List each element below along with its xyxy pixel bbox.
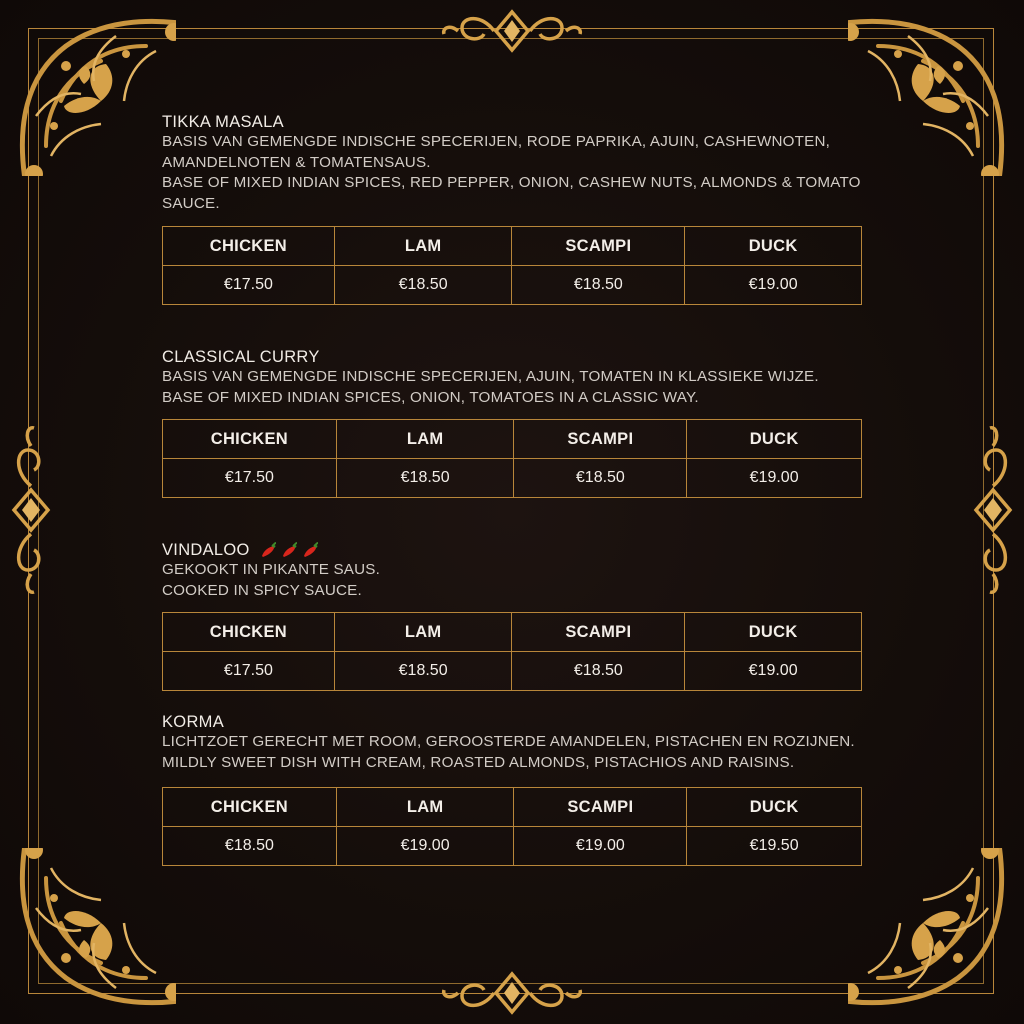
dish-description-en: COOKED IN SPICY SAUCE. xyxy=(162,581,362,599)
header-scampi: SCAMPI xyxy=(514,788,687,827)
price-duck: €19.00 xyxy=(687,459,862,498)
price-table xyxy=(162,419,862,498)
header-scampi: SCAMPI xyxy=(512,227,685,266)
header-lam: LAM xyxy=(336,788,514,827)
spice-level xyxy=(258,540,320,560)
price-value-row xyxy=(163,652,862,691)
corner-ornament-icon xyxy=(6,848,176,1018)
price-scampi: €18.50 xyxy=(512,266,685,305)
side-ornament-icon xyxy=(6,420,56,600)
header-chicken: CHICKEN xyxy=(163,227,335,266)
dish-description-en: BASE OF MIXED INDIAN SPICES, RED PEPPER, ONION, CASHEW NUTS, ALMONDS & TOMATO SAUCE. xyxy=(162,174,861,212)
header-duck: DUCK xyxy=(687,420,862,459)
header-duck: DUCK xyxy=(685,227,862,266)
dish-title: TIKKA MASALA xyxy=(162,113,284,131)
header-chicken: CHICKEN xyxy=(163,788,337,827)
chili-pepper-icon xyxy=(279,540,299,560)
dish-description-en: MILDLY SWEET DISH WITH CREAM, ROASTED ALMONDS, PISTACHIOS AND RAISINS. xyxy=(162,753,795,771)
price-lam: €18.50 xyxy=(334,266,512,305)
header-duck: DUCK xyxy=(685,613,862,652)
price-chicken: €17.50 xyxy=(163,266,335,305)
corner-ornament-icon xyxy=(848,848,1018,1018)
side-ornament-icon xyxy=(968,420,1018,600)
price-value-row xyxy=(163,827,862,866)
price-chicken: €18.50 xyxy=(163,827,337,866)
dish-title: CLASSICAL CURRY xyxy=(162,348,320,366)
price-table xyxy=(162,612,862,691)
price-table xyxy=(162,226,862,305)
dish-korma xyxy=(162,712,962,854)
header-scampi: SCAMPI xyxy=(514,420,687,459)
price-scampi: €18.50 xyxy=(514,459,687,498)
chili-pepper-icon xyxy=(258,540,278,560)
price-lam: €18.50 xyxy=(334,652,512,691)
price-duck: €19.00 xyxy=(685,266,862,305)
dish-description-nl: BASIS VAN GEMENGDE INDISCHE SPECERIJEN, RODE PAPRIKA, AJUIN, CASHEWNOTEN, AMANDELNOTEN & TOMATENSAUS. xyxy=(162,133,831,171)
price-header-row xyxy=(163,788,862,827)
price-lam: €18.50 xyxy=(336,459,514,498)
header-lam: LAM xyxy=(334,227,512,266)
dish-description-nl: GEKOOKT IN PIKANTE SAUS. xyxy=(162,561,381,578)
header-lam: LAM xyxy=(336,420,514,459)
dish-description-nl: LICHTZOET GERECHT MET ROOM, GEROOSTERDE AMANDELEN, PISTACHEN EN ROZIJNEN. xyxy=(162,733,855,750)
dish-classical-curry xyxy=(162,347,962,486)
dish-title-row xyxy=(162,540,962,560)
price-header-row xyxy=(163,613,862,652)
price-chicken: €17.50 xyxy=(163,652,335,691)
header-scampi: SCAMPI xyxy=(512,613,685,652)
dish-tikka-masala xyxy=(162,112,962,293)
chili-pepper-icon xyxy=(300,540,320,560)
dish-title: KORMA xyxy=(162,713,225,731)
price-scampi: €18.50 xyxy=(512,652,685,691)
price-header-row xyxy=(163,227,862,266)
dish-vindaloo xyxy=(162,540,962,679)
heart-scroll-ornament-icon xyxy=(432,6,592,56)
header-lam: LAM xyxy=(334,613,512,652)
price-value-row xyxy=(163,459,862,498)
price-lam: €19.00 xyxy=(336,827,514,866)
header-chicken: CHICKEN xyxy=(163,420,337,459)
price-chicken: €17.50 xyxy=(163,459,337,498)
dish-title: VINDALOO xyxy=(162,541,250,559)
heart-scroll-ornament-icon xyxy=(432,968,592,1018)
price-duck: €19.00 xyxy=(685,652,862,691)
dish-description-en: BASE OF MIXED INDIAN SPICES, ONION, TOMATOES IN A CLASSIC WAY. xyxy=(162,388,699,406)
price-table xyxy=(162,787,862,866)
corner-ornament-icon xyxy=(6,6,176,176)
price-header-row xyxy=(163,420,862,459)
price-value-row xyxy=(163,266,862,305)
header-duck: DUCK xyxy=(687,788,862,827)
price-scampi: €19.00 xyxy=(514,827,687,866)
dish-description-nl: BASIS VAN GEMENGDE INDISCHE SPECERIJEN, AJUIN, TOMATEN IN KLASSIEKE WIJZE. xyxy=(162,368,819,385)
price-duck: €19.50 xyxy=(687,827,862,866)
header-chicken: CHICKEN xyxy=(163,613,335,652)
